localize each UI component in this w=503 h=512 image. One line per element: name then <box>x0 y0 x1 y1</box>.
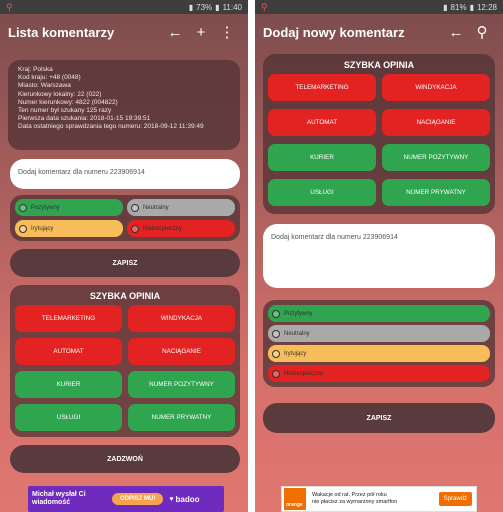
radio-dangerous[interactable]: Niebezpieczny <box>127 220 235 237</box>
signal-icon: ▮ <box>443 2 448 12</box>
clock: 12:28 <box>476 2 497 12</box>
quick-automat-button[interactable]: AUTOMAT <box>268 109 376 136</box>
battery-percent: 81% <box>450 2 467 12</box>
info-area-code: Numer kierunkowy: 4822 (004822) <box>18 98 118 106</box>
orange-logo-icon: orange <box>284 488 306 510</box>
page-title: Dodaj nowy komentarz <box>263 24 405 40</box>
radio-dot-icon <box>272 350 280 358</box>
ad-text: Michał wysłał Ci wiadomość <box>32 491 86 506</box>
ad-line-1: Wakacje od rat. Przez pół roku <box>312 492 387 498</box>
quick-uslugi-button[interactable]: USŁUGI <box>15 404 122 431</box>
search-icon[interactable]: ⚲ <box>476 24 488 41</box>
quick-numer-pozytywny-button[interactable]: NUMER POZYTYWNY <box>128 371 235 398</box>
battery-percent: 73% <box>196 2 213 12</box>
info-country-code: Kod kraju: +48 (0048) <box>18 74 81 82</box>
save-button[interactable]: ZAPISZ <box>10 249 240 277</box>
quick-kurier-button[interactable]: KURIER <box>268 144 376 171</box>
info-search-count: Ten numer był szukany 125 razy <box>18 107 112 115</box>
radio-dot-icon <box>272 310 280 318</box>
quick-opinion-panel <box>263 54 495 214</box>
radio-dot-icon <box>131 204 139 212</box>
battery-icon: ▮ <box>215 2 220 12</box>
ad-brand: badoo <box>175 494 200 504</box>
quick-opinion-title: SZYBKA OPINIA <box>89 291 161 301</box>
radio-dot-icon <box>19 204 27 212</box>
ad-line-2: nie płacisz za wymarzony smartfon <box>312 499 398 505</box>
status-bar <box>0 0 248 14</box>
right-screen <box>255 0 503 512</box>
back-arrow-icon[interactable]: ← <box>167 23 183 41</box>
quick-uslugi-button[interactable]: USŁUGI <box>268 179 376 206</box>
battery-icon: ▮ <box>469 2 474 12</box>
rating-radio-group <box>10 195 240 241</box>
quick-telemarketing-button[interactable]: TELEMARKETING <box>268 74 376 101</box>
radio-positive[interactable]: Pozytywny <box>268 305 490 322</box>
info-local-code: Kierunkowy lokalny: 22 (022) <box>18 90 102 98</box>
radio-annoying[interactable]: Irytujący <box>268 345 490 362</box>
quick-numer-prywatny-button[interactable]: NUMER PRYWATNY <box>382 179 490 206</box>
location-pin-icon: ⚲ <box>261 1 268 12</box>
overflow-menu-icon[interactable]: ⋮ <box>219 24 235 41</box>
quick-numer-pozytywny-button[interactable]: NUMER POZYTYWNY <box>382 144 490 171</box>
clock: 11:40 <box>222 2 242 12</box>
ad-banner[interactable] <box>28 486 224 512</box>
page-title: Lista komentarzy <box>8 24 115 40</box>
radio-dot-icon <box>131 225 139 233</box>
radio-dangerous[interactable]: Niebezpieczny <box>268 365 490 382</box>
radio-dot-icon <box>272 330 280 338</box>
ad-banner[interactable] <box>281 486 477 512</box>
app-bar <box>0 14 248 50</box>
quick-windykacja-button[interactable]: WINDYKACJA <box>382 74 490 101</box>
radio-positive[interactable]: Pozytywny <box>15 199 123 216</box>
radio-neutral[interactable]: Neutralny <box>268 325 490 342</box>
quick-windykacja-button[interactable]: WINDYKACJA <box>128 305 235 332</box>
number-info-panel <box>8 60 240 150</box>
quick-automat-button[interactable]: AUTOMAT <box>15 338 122 365</box>
ad-reply-button[interactable]: ODPISZ MU! <box>112 493 163 505</box>
info-country: Kraj: Polska <box>18 66 53 73</box>
add-icon[interactable]: + <box>196 23 206 41</box>
radio-dot-icon <box>272 370 280 378</box>
quick-kurier-button[interactable]: KURIER <box>15 371 122 398</box>
signal-icon: ▮ <box>188 2 194 12</box>
quick-opinion-title: SZYBKA OPINIA <box>343 60 415 70</box>
radio-neutral[interactable]: Neutralny <box>127 199 235 216</box>
status-bar <box>255 0 503 14</box>
left-screen <box>0 0 248 512</box>
location-pin-icon: ⚲ <box>6 1 13 12</box>
info-last-check: Data ostatniego sprawdzania tego numeru: 2018-09-12 11:39:49 <box>18 123 204 131</box>
comment-input[interactable]: Dodaj komentarz dla numeru 223906914 <box>263 224 495 288</box>
radio-dot-icon <box>19 225 27 233</box>
heart-icon: ♥ <box>169 495 174 503</box>
comment-input[interactable]: Dodaj komentarz dla numeru 223906914 <box>10 159 240 189</box>
rating-radio-group <box>263 300 495 387</box>
ad-check-button[interactable]: Sprawdź <box>439 492 472 506</box>
save-button[interactable]: ZAPISZ <box>263 403 495 433</box>
call-button[interactable]: ZADZWOŃ <box>10 445 240 473</box>
quick-telemarketing-button[interactable]: TELEMARKETING <box>15 305 122 332</box>
info-first-search: Pierwsza data szukania: 2018-01-15 19:39:51 <box>18 115 151 123</box>
info-city: Miasto: Warszawa <box>18 82 71 90</box>
quick-opinion-panel <box>10 285 240 437</box>
quick-naciaganie-button[interactable]: NACIĄGANIE <box>382 109 490 136</box>
back-arrow-icon[interactable]: ← <box>448 23 464 41</box>
quick-numer-prywatny-button[interactable]: NUMER PRYWATNY <box>128 404 235 431</box>
quick-naciaganie-button[interactable]: NACIĄGANIE <box>128 338 235 365</box>
app-bar <box>255 14 503 50</box>
radio-annoying[interactable]: Irytujący <box>15 220 123 237</box>
